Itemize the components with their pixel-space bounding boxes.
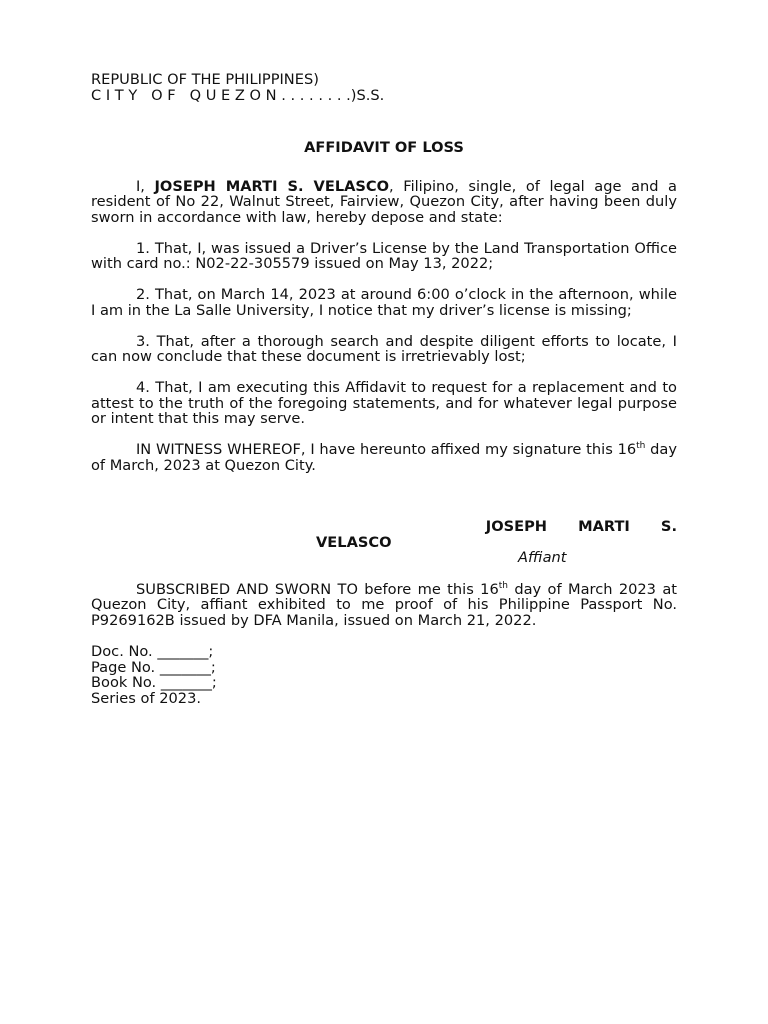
document-title: AFFIDAVIT OF LOSS (304, 139, 464, 156)
subscribed-paragraph (91, 582, 677, 629)
intro-prefix: I, (136, 177, 155, 195)
item-1: 1. That, I, was issued a Driver’s License by the Land Transportation Office with card no.: N02-22-305579 issued on May 13, 2022; (91, 239, 677, 272)
intro-rest: , Filipino, single, of legal age and a resident of No 22, Walnut Street, Fairview, Quezon City, after having been duly sworn in accordance with law, hereby depose and state: (91, 177, 677, 226)
notary-doc-list (91, 644, 677, 706)
header-city: C I T Y O F Q U E Z O N . . . . . . . .)S.S. (91, 86, 385, 104)
witness-sup: th (636, 441, 646, 452)
signature-block (91, 519, 677, 566)
affiant-name: JOSEPH MARTI S. VELASCO (154, 177, 390, 195)
intro-paragraph (91, 179, 677, 226)
doc-no: Doc. No. _______; (91, 643, 214, 660)
book-no: Book No. _______; (91, 674, 217, 691)
signature-name-line1: JOSEPH MARTI S. (485, 518, 677, 535)
item-4: 4. That, I am executing this Affidavit to request for a replacement and to attest to the truth of the foregoing statements, and for whatever legal purpose or intent that this may serve. (91, 379, 677, 427)
signature-role: Affiant (518, 549, 567, 566)
header-republic: REPUBLIC OF THE PHILIPPINES) (91, 71, 319, 88)
witness-text: IN WITNESS WHEREOF, I have hereunto affixed my signature this 16 (136, 441, 637, 458)
item-3: 3. That, after a thorough search and despite diligent efforts to locate, I can now conclude that these document is irretrievably lost; (91, 332, 677, 365)
witness-paragraph (91, 442, 677, 473)
subscribed-text-end: day of March 2023 at Quezon City, affiant exhibited to me proof of his Philippine Passport No. P9269162B issued by DFA Manila, issued on March 21, 2022. (91, 580, 677, 629)
witness-text-end: day of March, 2023 at Quezon City. (91, 441, 678, 474)
affidavit-body (91, 72, 677, 706)
page-no: Page No. _______; (91, 658, 216, 676)
subscribed-text: SUBSCRIBED AND SWORN TO before me this 16 (136, 580, 499, 598)
series: Series of 2023. (91, 689, 202, 707)
signature-name-line2: VELASCO (316, 533, 392, 551)
subscribed-sup: th (498, 580, 508, 591)
item-2: 2. That, on March 14, 2023 at around 6:00 o’clock in the afternoon, while I am in the La Salle University, I notice that my driver’s license is missing; (91, 286, 677, 319)
